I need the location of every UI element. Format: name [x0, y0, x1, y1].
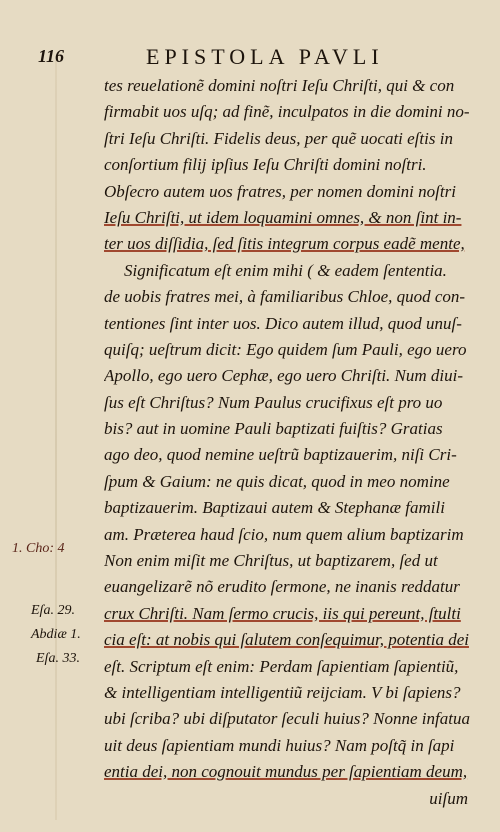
- page-header: [38, 44, 470, 74]
- text-line: bis? aut in uomine Pauli baptizati fuiſtis? Gratias: [104, 419, 443, 439]
- text-line: ago deo, quod nemine ueſtrũ baptizauerim, niſi Cri-: [104, 445, 457, 465]
- text-line: & intelligentiam intelligentiũ reijciam. V bi ſapiens?: [104, 682, 461, 702]
- margin-note-obadiah-1: Abdiæ 1.: [31, 627, 81, 642]
- text-line: quiſq; ueſtrum dicit: Ego quidem ſum Pauli, ego uero: [104, 339, 467, 359]
- text-line: firmabit uos uſq; ad finẽ, inculpatos in die domini no-: [104, 102, 470, 122]
- page-number: 116: [38, 46, 65, 66]
- text-line: Obſecro autem uos fratres, per nomen domini noſtri: [104, 181, 456, 201]
- text-line: eſt. Scriptum eſt enim: Perdam ſapientiam ſapientiũ,: [104, 656, 459, 676]
- text-line: uit deus ſapientiam mundi huius? Nam poſtq̃ in ſapi: [104, 735, 455, 755]
- text-line: cia eſt: at nobis qui ſalutem conſequimur, potentia dei: [104, 630, 469, 650]
- text-line: baptizauerim. Baptizaui autem & Stephanæ famili: [104, 498, 445, 518]
- catchword: uiſum: [429, 788, 468, 808]
- text-line: tentiones ſint inter uos. Dico autem illud, quod unuſ-: [104, 313, 462, 333]
- text-line: crux Chriſti. Nam ſermo crucis, iis qui pereunt, ſtulti: [104, 603, 461, 623]
- text-line: Significatum eſt enim mihi ( & eadem ſententia.: [124, 260, 447, 280]
- running-title: EPISTOLA PAVLI: [146, 44, 384, 69]
- text-line: tes reuelationẽ domini noſtri Ieſu Chriſti, qui & con: [104, 76, 455, 95]
- text-line: de uobis fratres mei, à familiaribus Chloe, quod con-: [104, 287, 466, 307]
- text-line: Ieſu Chriſti, ut idem loquamini omnes, & non ſint in-: [104, 207, 462, 227]
- text-line: conſortium filij ipſius Ieſu Chriſti domini noſtri.: [104, 155, 427, 175]
- text-line: Apollo, ego uero Cephæ, ego uero Chriſti. Num diui-: [104, 366, 464, 386]
- text-line: am. Præterea haud ſcio, num quem alium baptizarim: [104, 524, 464, 544]
- margin-note-isaiah-33: Eſa. 33.: [36, 651, 80, 666]
- text-line: ſpum & Gaium: ne quis dicat, quod in meo nomine: [104, 471, 450, 491]
- margin-note-isaiah-29: Eſa. 29.: [31, 603, 75, 618]
- text-line: Non enim miſit me Chriſtus, ut baptizarem, ſed ut: [104, 551, 438, 571]
- text-line: ſus eſt Chriſtus? Num Paulus crucifixus eſt pro uo: [104, 392, 443, 412]
- text-line: ubi ſcriba? ubi diſputator ſeculi huius? Nonne infatua: [104, 709, 470, 729]
- gutter-shadow: [55, 60, 57, 820]
- margin-note-cross-reference: 1. Cho: 4: [12, 541, 65, 556]
- text-line: ſtri Ieſu Chriſti. Fidelis deus, per quẽ uocati eſtis in: [104, 128, 453, 148]
- body-text: [104, 73, 472, 812]
- text-line: ter uos diſſidia, ſed ſitis integrum corpus eadẽ mente,: [104, 234, 465, 254]
- text-line: entia dei, non cognouit mundus per ſapientiam deum,: [104, 762, 468, 782]
- text-line: euangelizarẽ nõ erudito ſermone, ne inanis reddatur: [104, 577, 460, 597]
